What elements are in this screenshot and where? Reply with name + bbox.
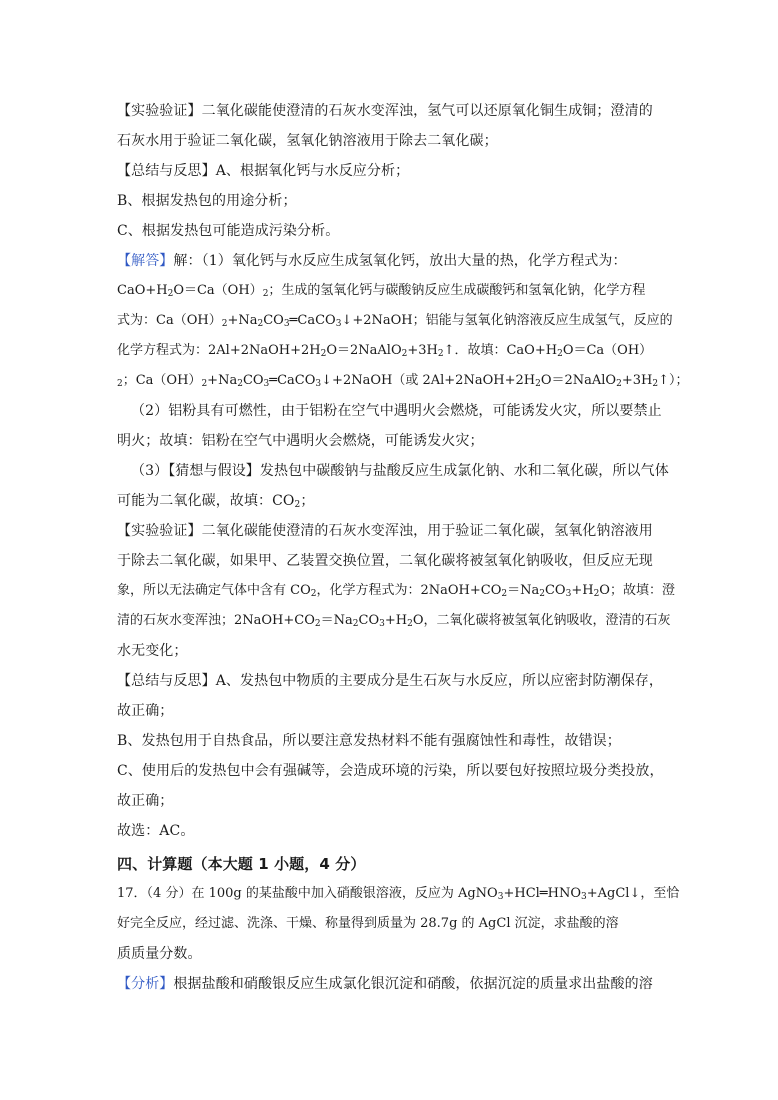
text-line: 故选：AC。	[117, 823, 195, 839]
subscript: 2	[352, 619, 359, 629]
subscript: 2	[201, 379, 208, 389]
subscript: 3	[315, 379, 322, 389]
text-line: 石灰水用于验证二氧化碳，氢氧化钠溶液用于除去二氧化碳；	[117, 133, 498, 149]
formula-line	[117, 306, 673, 336]
text-line: （3）【猜想与假设】发热包中碳酸钠与盐酸反应生成氯化钠、水和二氧化碳，所以气体	[131, 463, 669, 479]
formula-text: O＝Ca（OH）	[173, 283, 263, 298]
subscript: 2	[616, 379, 622, 389]
formula-text: 化学方程式为：2Al+2NaOH+2H	[117, 343, 321, 358]
formula-text: CaO+H	[117, 283, 168, 298]
formula-text: 可能为二氧化碳，故填：CO	[117, 493, 295, 509]
section-heading: 四、计算题（本大题 1 小题，4 分）	[117, 855, 366, 873]
text-line: C、使用后的发热包中会有强碱等，会造成环境的污染，所以要包好按照垃圾分类投放，	[117, 763, 664, 779]
text-line: 【实验验证】二氧化碳能使澄清的石灰水变浑浊，氢气可以还原氧化铜生成铜；澄清的	[117, 103, 653, 119]
formula-text: O，二氧化碳将被氢氧化钠吸收，澄清的石灰	[412, 613, 671, 628]
text-line: 【总结与反思】A、发热包中物质的主要成分是生石灰与水反应，所以应密封防潮保存，	[117, 673, 664, 689]
formula-text: O＝2NaAlO	[326, 343, 402, 358]
formula-text: +3H	[407, 343, 438, 358]
subscript: 2	[257, 319, 264, 329]
subscript: 3	[581, 892, 587, 902]
formula-line	[117, 606, 671, 636]
formula-text: 清的石灰水变浑浊；2NaOH+CO	[117, 613, 315, 628]
subscript: 2	[310, 589, 317, 599]
subscript: 3	[379, 619, 385, 629]
subscript: 2	[401, 349, 408, 359]
question-line	[117, 879, 680, 909]
formula-text: ↑）；	[658, 373, 689, 388]
text-line: （2）铝粉具有可燃性，由于铝粉在空气中遇明火会燃烧，可能诱发火灾，所以要禁止	[131, 403, 662, 419]
formula-text: +AgCl↓，至恰	[586, 886, 680, 901]
formula-text: O＝Ca（OH）	[562, 343, 653, 358]
subscript: 2	[501, 589, 508, 599]
formula-text: +Na	[227, 313, 258, 328]
subscript: 3	[497, 892, 504, 902]
document-page	[117, 96, 689, 999]
subscript: 2	[652, 379, 659, 389]
text-line: B、根据发热包的用途分析；	[117, 193, 297, 209]
subscript: 2	[314, 619, 321, 629]
subscript: 2	[407, 619, 413, 629]
formula-line	[117, 336, 659, 366]
subscript: 2	[262, 289, 269, 299]
analysis-text: 根据盐酸和硝酸银反应生成氯化银沉淀和硝酸，依据沉淀的质量求出盐酸的溶	[173, 976, 653, 992]
analysis-label: 【分析】	[117, 976, 174, 992]
subscript: 2	[593, 589, 600, 599]
formula-line	[117, 276, 659, 306]
formula-text: +HCl═HNO	[503, 886, 581, 901]
subscript: 2	[237, 379, 243, 389]
formula-text: ；Ca（OH）	[122, 373, 202, 388]
answer-text: 解：（1）氧化钙与水反应生成氢氧化钙，放出大量的热，化学方程式为：	[173, 253, 627, 269]
text-line: C、根据发热包可能造成污染分析。	[117, 223, 340, 239]
formula-line	[117, 486, 659, 516]
subscript: 2	[539, 589, 545, 599]
subscript: 2	[437, 349, 444, 359]
subscript: 2	[167, 289, 174, 299]
text-line: 水无变化；	[117, 643, 188, 659]
subscript: 3	[283, 319, 290, 329]
formula-text: ；生成的氢氧化钙与碳酸钠反应生成碳酸钙和氢氧化钠，化学方程	[268, 283, 646, 298]
text-line: 故正确；	[117, 793, 174, 809]
formula-line	[117, 366, 689, 396]
formula-text: CO	[242, 373, 264, 388]
formula-text: ＝Na	[507, 583, 540, 598]
subscript: 3	[565, 589, 572, 599]
text-line: 明火；故填：铝粉在空气中遇明火会燃烧，可能诱发火灾；	[117, 433, 484, 449]
subscript: 2	[535, 379, 541, 389]
formula-line	[117, 576, 675, 606]
formula-text: +3H	[621, 373, 653, 388]
formula-text: O＝2NaAlO	[540, 373, 617, 388]
text-line	[117, 246, 659, 276]
formula-text: 象，所以无法确定气体中含有 CO	[117, 583, 311, 598]
formula-text: +H	[571, 583, 594, 598]
subscript: 3	[335, 319, 342, 329]
subscript: 2	[294, 500, 301, 510]
formula-text: 17．（4 分）在 100g 的某盐酸中加入硝酸银溶液，反应为 AgNO	[117, 886, 498, 901]
formula-text: ═CaCO	[289, 313, 336, 328]
formula-text: +H	[384, 613, 408, 628]
subscript: 2	[557, 349, 563, 359]
formula-text: 式为：Ca（OH）	[117, 313, 222, 328]
subscript: 2	[221, 319, 228, 329]
formula-text: CO	[358, 613, 380, 628]
formula-text: ，化学方程式为：2NaOH+CO	[316, 583, 502, 598]
formula-text: O；故填：澄	[599, 583, 675, 598]
question-line: 质质量分数。	[117, 946, 202, 962]
text-line: 于除去二氧化碳，如果甲、乙装置交换位置，二氧化碳将被氢氧化钠吸收，但反应无现	[117, 553, 653, 569]
subscript: 2	[117, 379, 123, 389]
formula-text: CO	[544, 583, 566, 598]
subscript: 2	[320, 349, 327, 359]
formula-text: CO	[263, 313, 284, 328]
text-line: 故正确；	[117, 703, 174, 719]
subscript: 3	[263, 379, 270, 389]
question-line: 好完全反应，经过滤、洗涤、干燥、称量得到质量为 28.7g 的 AgCl 沉淀，求盐酸的溶	[117, 916, 619, 931]
formula-text: ；	[300, 493, 315, 509]
answer-label: 【解答】	[117, 253, 174, 269]
text-line	[117, 969, 659, 999]
formula-text: ↓+2NaOH（或 2Al+2NaOH+2H	[321, 373, 536, 388]
formula-text: ═CaCO	[269, 373, 316, 388]
formula-text: ↑．故填：CaO+H	[443, 343, 558, 358]
text-line: B、发热包用于自热食品，所以要注意发热材料不能有强腐蚀性和毒性，故错误；	[117, 733, 621, 749]
formula-text: ↓+2NaOH；铝能与氢氧化钠溶液反应生成氢气，反应的	[341, 313, 673, 328]
formula-text: +Na	[207, 373, 238, 388]
text-line: 【总结与反思】A、根据氧化钙与水反应分析；	[117, 163, 410, 179]
formula-text: ＝Na	[320, 613, 353, 628]
text-line: 【实验验证】二氧化碳能使澄清的石灰水变浑浊，用于验证二氧化碳，氢氧化钠溶液用	[117, 523, 653, 539]
